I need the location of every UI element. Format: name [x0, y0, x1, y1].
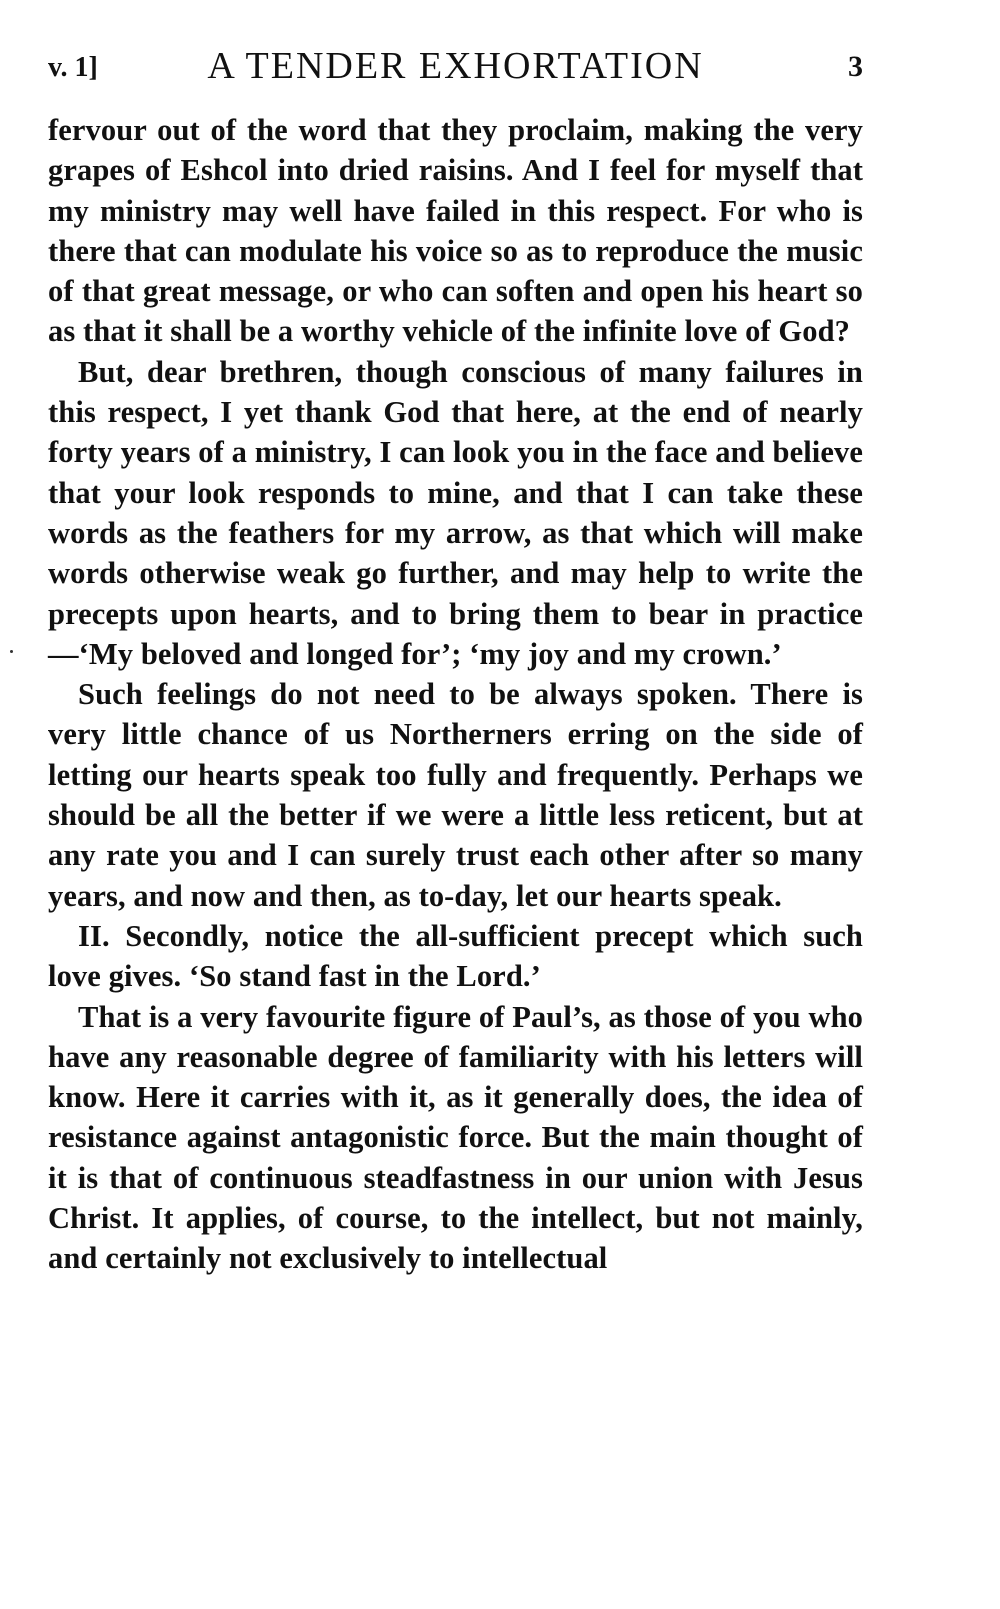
- verse-reference: v. 1]: [48, 52, 98, 83]
- paragraph-section-two: II. Secondly, notice the all-sufficient precept which such love gives. ‘So stand fast in the Lord.’: [48, 918, 863, 994]
- paragraph: That is a very favourite figure of Paul’s, as those of you who have any reasonable degree of familiarity with his letters will know. Here it carries with it, as it generally does, the idea of resistance against antagonistic force. But the main thought of it is that of continuous steadfastness in our union with Jesus Christ. It applies, of course, to the intellect, but not mainly, and certainly not exclusively to intellectual: [48, 999, 863, 1276]
- paragraph-continued: fervour out of the word that they proclaim, making the very grapes of Eshcol into dried raisins. And I feel for myself that my ministry may well have failed in this respect. For who is there that can modulate his voice so as to reproduce the music of that great message, or who can soften and open his heart so as that it shall be a worthy vehicle of the infinite love of God?: [48, 113, 863, 349]
- book-page: [48, 38, 863, 1279]
- stray-mark: [10, 650, 13, 653]
- page-number: 3: [848, 50, 863, 83]
- body-text: [48, 110, 863, 1279]
- paragraph: But, dear brethren, though conscious of many failures in this respect, I yet thank God that here, at the end of nearly forty years of a ministry, I can look you in the face and believe that your look responds to mine, and that I can take these words as the feathers for my arrow, as that which will make words otherwise weak go further, and may help to write the precepts upon hearts, and to bring them to bear in practice—‘My beloved and longed for’; ‘my joy and my crown.’: [48, 354, 863, 671]
- paragraph: Such feelings do not need to be always spoken. There is very little chance of us Northerners erring on the side of letting our hearts speak too fully and frequently. Perhaps we should be all the better if we were a little less reticent, but at any rate you and I can surely trust each other after so many years, and now and then, as to-day, let our hearts speak.: [48, 677, 863, 913]
- page-title: A TENDER EXHORTATION: [207, 45, 704, 87]
- running-head: [48, 38, 863, 88]
